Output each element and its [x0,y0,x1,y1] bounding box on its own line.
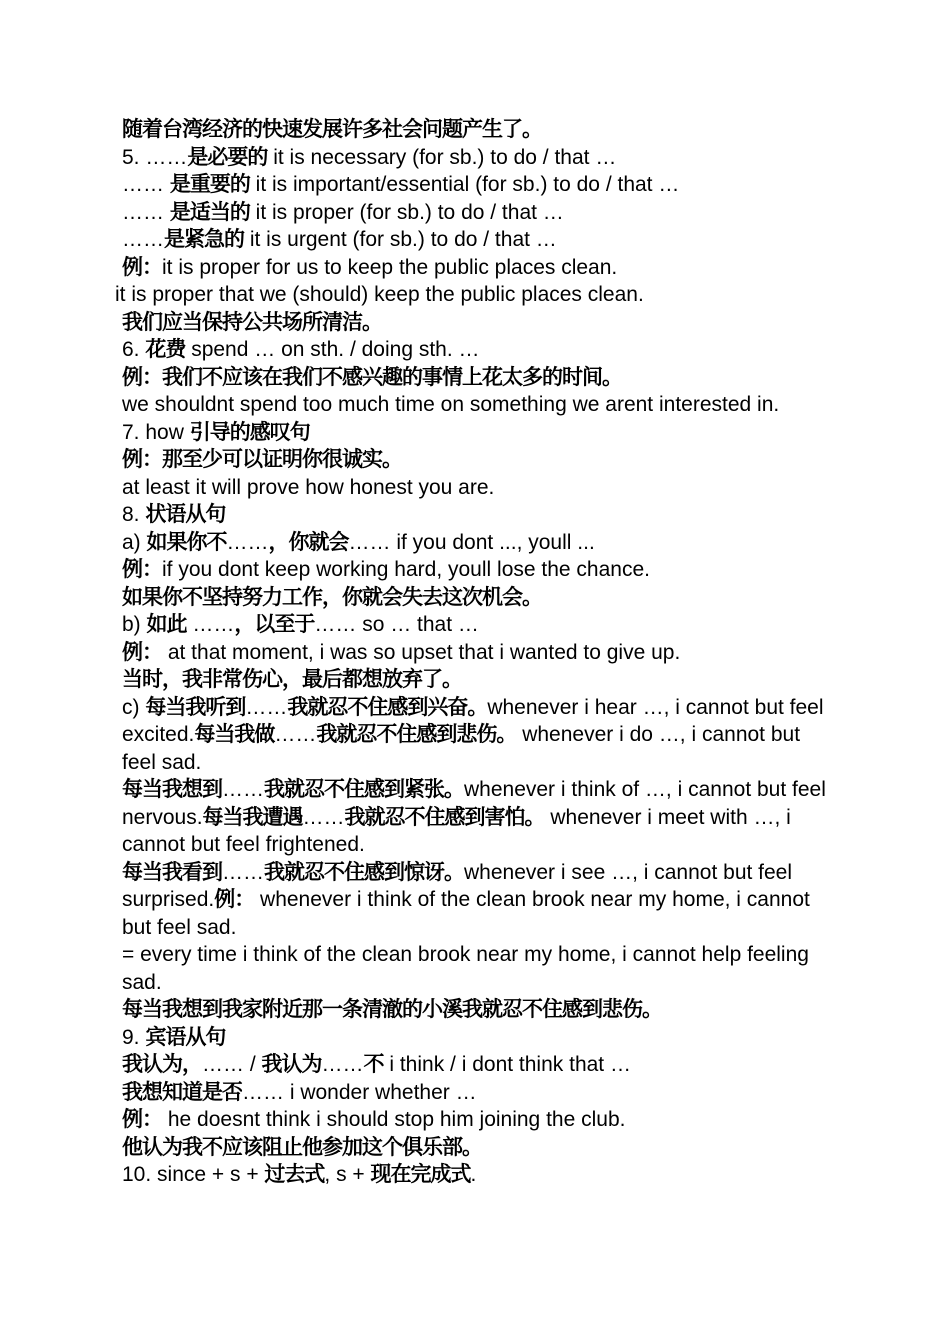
text-segment: …… i wonder whether … [242,1080,477,1104]
bold-segment: 我就忍不住感到惊讶。 [264,859,464,884]
text-segment: if you dont keep working hard, youll lose the chance. [162,558,650,581]
text-line [115,171,835,199]
text-segment: at that moment, i was so upset that i wanted to give up. [162,640,681,664]
text-line [115,391,835,419]
bold-segment: 每当我看到 [122,859,222,884]
bold-segment: 状语从句 [145,502,226,526]
bold-segment: 例： [214,887,255,911]
text-segment: …… [226,530,269,554]
text-line [115,556,835,584]
text-segment: …… [186,613,235,636]
text-line [115,446,835,474]
bold-segment: 是适当的 [169,199,250,224]
text-line [115,226,835,254]
text-segment: …… [222,860,264,884]
text-segment: …… [122,173,170,196]
text-line [115,254,835,282]
text-segment: 5. …… [122,145,188,169]
bold-segment: 过去式 [264,1162,325,1186]
text-segment: = every time i think of the clean brook near my home, i cannot help feeling sad. [122,943,809,994]
text-segment: 9. [122,1025,146,1049]
text-line [115,639,835,667]
text-segment: …… so … that … [314,613,479,636]
text-line [115,474,835,502]
bold-segment: 每当我想到 [122,777,222,801]
text-line [115,281,835,309]
text-line [115,694,835,777]
text-segment: it is important/essential (for sb.) to do / that … [249,173,680,196]
bold-segment: 例： [122,1107,162,1131]
bold-segment: 例： [122,557,162,581]
bold-segment: 例：那至少可以证明你很诚实。 [122,447,402,471]
text-segment: …… [245,695,288,719]
text-segment: …… [302,805,345,829]
bold-segment: 我想知道是否 [122,1079,242,1104]
text-segment: b) [122,613,147,636]
text-line [115,501,835,529]
bold-segment: 他认为我不应该阻止他参加这个俱乐部。 [122,1134,482,1159]
bold-segment: 例： [122,639,162,664]
text-segment: it is proper that we (should) keep the public places clean. [115,283,644,306]
text-segment: we shouldnt spend too much time on something we arent interested in. [122,393,780,416]
text-line [115,1161,835,1189]
bold-segment: 宾语从句 [145,1024,226,1049]
bold-segment: 引导的感叹句 [189,419,310,444]
text-segment: whenever i meet with …, i cannot but feel frightened. [122,805,791,856]
text-segment: whenever i hear …, i cannot but feel excited. [122,695,824,746]
text-segment: 6. [122,338,146,361]
text-line [115,309,835,337]
text-segment: 10. since + s + [122,1163,265,1186]
bold-segment: 如果你不坚持努力工作，你就会失去这次机会。 [122,584,542,609]
bold-segment: 是必要的 [187,144,268,169]
bold-segment: 当时，我非常伤心，最后都想放弃了。 [122,667,462,691]
bold-segment: 每当我做 [194,722,275,746]
bold-segment: 是重要的 [169,172,250,196]
text-segment: whenever i think of the clean brook near my home, i cannot but feel sad. [122,888,810,939]
bold-segment: 现在完成式 [370,1162,471,1186]
text-segment: …… [222,778,264,801]
bold-segment: 花费 [145,337,186,361]
text-line [115,776,835,859]
text-segment: …… [274,723,317,746]
text-line [115,996,835,1024]
text-line [115,1024,835,1052]
text-line [115,144,835,172]
bold-segment: 我认为 [261,1052,322,1076]
bold-segment: 是紧急的 [164,227,244,251]
document-page [115,116,835,1189]
text-segment: a) [122,530,147,554]
text-segment: it is necessary (for sb.) to do / that … [267,145,617,169]
text-segment: …… [122,228,164,251]
text-line [115,336,835,364]
bold-segment: 我们应当保持公共场所清洁。 [122,309,382,334]
text-segment: it is proper (for sb.) to do / that … [249,200,564,224]
text-line [115,419,835,447]
text-segment: it is proper for us to keep the public places clean. [162,255,618,279]
bold-segment: 随着台湾经济的快速发展许多社会问题产生了。 [122,117,542,141]
text-line [115,1079,835,1107]
text-line [115,1051,835,1079]
bold-segment: 如此 [146,612,187,636]
text-line [115,611,835,639]
bold-segment: 我就忍不住感到兴奋。 [287,694,488,719]
bold-segment: ，以至于 [234,612,315,636]
bold-segment: 我认为， [122,1052,202,1076]
text-segment: 8. [122,503,146,526]
text-segment: …… [321,1053,364,1076]
bold-segment: 我就忍不住感到紧张。 [264,777,464,801]
text-segment: he doesnt think i should stop him joining the club. [162,1108,626,1131]
bold-segment: 每当我想到我家附近那一条清澈的小溪我就忍不住感到悲伤。 [122,997,662,1021]
text-segment: c) [122,695,146,719]
text-segment: whenever i think of …, i cannot but feel nervous. [122,778,826,829]
bold-segment: 不 [363,1052,384,1076]
bold-segment: 例：我们不应该在我们不感兴趣的事情上花太多的时间。 [122,364,622,389]
text-segment: whenever i do …, i cannot but feel sad. [122,723,801,774]
text-line [115,666,835,694]
bold-segment: 例： [122,254,162,279]
bold-segment: 每当我听到 [145,694,246,719]
text-segment: 7. how [122,420,190,444]
text-line [115,116,835,144]
text-segment: …… [122,200,170,224]
text-line [115,529,835,557]
text-line [115,1106,835,1134]
text-segment: i think / i dont think that … [383,1053,631,1076]
bold-segment: 我就忍不住感到悲伤。 [316,722,517,746]
text-segment: . [470,1163,477,1186]
text-line [115,941,835,996]
bold-segment: 我就忍不住感到害怕。 [344,804,545,829]
text-line [115,859,835,942]
bold-segment: 如果你不 [146,529,227,554]
bold-segment: ，你就会 [268,529,349,554]
text-segment: …… if you dont ..., youll ... [348,530,595,554]
text-line [115,1134,835,1162]
text-line [115,584,835,612]
text-line [115,364,835,392]
text-segment: …… / [202,1053,262,1076]
bold-segment: 每当我遭遇 [202,804,303,829]
text-segment: it is urgent (for sb.) to do / that … [244,228,557,251]
text-line [115,199,835,227]
text-segment: whenever i see …, i cannot but feel surprised. [122,860,793,911]
text-segment: spend … on sth. / doing sth. … [185,338,480,361]
text-segment: , s + [324,1163,371,1186]
text-segment: at least it will prove how honest you are. [122,475,495,499]
